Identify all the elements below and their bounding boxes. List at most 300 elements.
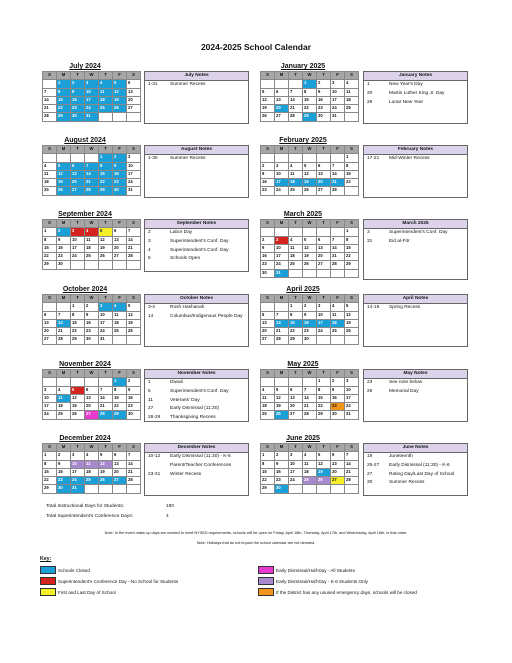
weekday-header: F (331, 370, 345, 378)
weekday-header: S (43, 72, 57, 80)
day-cell: 18 (57, 403, 71, 411)
day-cell: 10 (331, 88, 345, 96)
legend-swatch (40, 577, 56, 585)
day-cell (71, 378, 85, 386)
legend-label: If the District has any unused emergency days, schools will be closed (276, 589, 417, 595)
day-cell: 27 (113, 253, 127, 261)
day-cell: 14 (289, 96, 303, 104)
day-cell (345, 113, 359, 121)
day-cell: 10 (43, 394, 57, 402)
month-title-may-2025: May 2025 (287, 361, 319, 368)
day-cell: 9 (85, 311, 99, 319)
day-cell: 14 (303, 394, 317, 402)
day-cell: 22 (317, 403, 331, 411)
day-cell: 26 (57, 187, 71, 195)
day-cell: 29 (317, 411, 331, 419)
day-cell: 4 (303, 452, 317, 460)
day-cell: 24 (85, 105, 99, 113)
day-cell (331, 269, 345, 277)
weekday-header: F (113, 370, 127, 378)
weekday-header: W (303, 220, 317, 228)
legend-swatch (258, 577, 274, 585)
notes-header: October Notes (145, 295, 248, 304)
day-cell: 1 (71, 303, 85, 311)
day-cell: 9 (261, 244, 275, 252)
day-cell: 22 (289, 328, 303, 336)
notes-header: August Notes (145, 146, 248, 155)
day-cell: 27 (85, 411, 99, 419)
weekday-header: S (43, 146, 57, 154)
day-cell: 21 (127, 244, 141, 252)
day-cell: 29 (345, 261, 359, 269)
note-item: 10-12 Early Dismissal (11:30) - K-6 (148, 454, 231, 459)
note-item: 1-30 Summer Recess (148, 156, 206, 161)
day-cell: 4 (85, 452, 99, 460)
day-cell (331, 336, 345, 344)
day-cell: 12 (99, 236, 113, 244)
day-cell: 6 (71, 162, 85, 170)
day-cell: 6 (289, 386, 303, 394)
legend-label: First and Last Day of School (58, 589, 116, 595)
weekday-header: W (85, 72, 99, 80)
day-cell: 8 (43, 460, 57, 468)
day-cell (261, 228, 275, 236)
day-cell: 15 (345, 170, 359, 178)
weekday-header: F (331, 72, 345, 80)
calendar-april-2025 (260, 294, 359, 345)
weekday-header: S (345, 72, 359, 80)
day-cell: 4 (43, 162, 57, 170)
day-cell: 3 (99, 303, 113, 311)
day-cell: 17 (275, 253, 289, 261)
day-cell: 29 (43, 485, 57, 493)
day-cell: 2 (113, 154, 127, 162)
day-cell: 5 (345, 303, 359, 311)
weekday-header: W (303, 444, 317, 452)
day-cell: 19 (303, 253, 317, 261)
day-cell: 29 (289, 336, 303, 344)
day-cell: 12 (303, 244, 317, 252)
day-cell: 11 (289, 244, 303, 252)
day-cell: 30 (57, 261, 71, 269)
day-cell: 28 (331, 261, 345, 269)
day-cell: 19 (261, 105, 275, 113)
day-cell: 6 (43, 311, 57, 319)
day-cell: 14 (127, 236, 141, 244)
day-cell: 23 (331, 403, 345, 411)
day-cell (303, 269, 317, 277)
day-cell: 1 (345, 228, 359, 236)
day-cell: 23 (303, 328, 317, 336)
weekday-header: W (85, 295, 99, 303)
note-item: 25-27 Early Dismissal (11:30) - K-6 (367, 462, 450, 468)
day-cell: 8 (303, 88, 317, 96)
day-cell: 5 (71, 386, 85, 394)
day-cell: 28 (57, 336, 71, 344)
weekday-header: W (85, 146, 99, 154)
day-cell: 6 (261, 311, 275, 319)
weekday-header: S (345, 220, 359, 228)
day-cell (261, 303, 275, 311)
day-cell: 2 (303, 303, 317, 311)
weekday-header: T (289, 220, 303, 228)
day-cell: 23 (261, 187, 275, 195)
day-cell: 26 (261, 113, 275, 121)
day-cell: 27 (275, 113, 289, 121)
day-cell: 3 (85, 80, 99, 88)
day-cell: 28 (127, 477, 141, 485)
day-cell (43, 154, 57, 162)
weekday-header: S (261, 146, 275, 154)
day-cell: 22 (345, 253, 359, 261)
day-cell: 9 (317, 88, 331, 96)
weekday-header: W (303, 72, 317, 80)
day-cell: 15 (113, 394, 127, 402)
weekday-header: T (99, 146, 113, 154)
day-cell: 13 (331, 460, 345, 468)
day-cell: 4 (85, 228, 99, 236)
day-cell: 30 (275, 485, 289, 493)
note-item: 14 Columbus/Indigenous People Day (148, 313, 243, 319)
note-item: 29 Lunar New Year (367, 99, 424, 105)
day-cell (113, 485, 127, 493)
day-cell: 2 (317, 80, 331, 88)
day-cell: 2 (261, 236, 275, 244)
day-cell: 6 (127, 80, 141, 88)
weekday-header: S (43, 220, 57, 228)
day-cell: 24 (71, 477, 85, 485)
day-cell: 14 (345, 460, 359, 468)
day-cell: 26 (127, 328, 141, 336)
day-cell: 13 (113, 236, 127, 244)
day-cell: 7 (43, 88, 57, 96)
day-cell: 10 (85, 88, 99, 96)
day-cell: 19 (275, 403, 289, 411)
day-cell: 21 (127, 468, 141, 476)
weekday-header: W (85, 444, 99, 452)
day-cell: 25 (99, 105, 113, 113)
day-cell: 8 (99, 162, 113, 170)
day-cell: 9 (261, 170, 275, 178)
day-cell: 26 (317, 477, 331, 485)
day-cell: 7 (331, 236, 345, 244)
day-cell: 15 (57, 96, 71, 104)
day-cell: 15 (99, 170, 113, 178)
day-cell: 13 (113, 460, 127, 468)
day-cell: 14 (57, 319, 71, 327)
day-cell (99, 113, 113, 121)
day-cell: 29 (43, 261, 57, 269)
weekday-header: T (71, 444, 85, 452)
day-cell (345, 269, 359, 277)
day-cell: 5 (303, 236, 317, 244)
day-cell: 5 (57, 162, 71, 170)
day-cell: 3 (289, 452, 303, 460)
day-cell: 10 (289, 460, 303, 468)
day-cell: 15 (317, 394, 331, 402)
day-cell: 22 (71, 328, 85, 336)
weekday-header: S (127, 72, 141, 80)
day-cell: 26 (99, 253, 113, 261)
day-cell: 18 (345, 96, 359, 104)
notes-december-2024 (144, 443, 249, 496)
weekday-header: F (113, 295, 127, 303)
calendar-december-2024 (42, 443, 141, 494)
note-item: 28-29 Thanksgiving Recess (148, 415, 216, 421)
weekday-header: T (317, 444, 331, 452)
day-cell: 16 (317, 96, 331, 104)
day-cell (289, 269, 303, 277)
weekday-header: S (345, 444, 359, 452)
day-cell: 31 (99, 336, 113, 344)
day-cell: 17 (289, 468, 303, 476)
day-cell: 17 (275, 179, 289, 187)
day-cell (331, 228, 345, 236)
day-cell: 22 (57, 105, 71, 113)
weekday-header: T (317, 72, 331, 80)
day-cell: 21 (331, 253, 345, 261)
day-cell: 9 (57, 236, 71, 244)
notes-may-2025 (363, 369, 468, 422)
day-cell: 24 (43, 411, 57, 419)
month-title-november-2024: November 2024 (59, 361, 111, 368)
day-cell: 16 (303, 319, 317, 327)
day-cell: 31 (127, 187, 141, 195)
day-cell: 21 (331, 179, 345, 187)
weekday-header: S (127, 444, 141, 452)
weekday-header: S (127, 220, 141, 228)
day-cell: 5 (275, 386, 289, 394)
weekday-header: T (71, 220, 85, 228)
weekday-header: W (303, 295, 317, 303)
day-cell: 27 (113, 477, 127, 485)
day-cell: 29 (303, 113, 317, 121)
day-cell (317, 485, 331, 493)
day-cell (127, 485, 141, 493)
weekday-header: S (261, 370, 275, 378)
day-cell: 26 (303, 261, 317, 269)
day-cell: 28 (331, 187, 345, 195)
day-cell: 21 (85, 179, 99, 187)
day-cell: 14 (127, 460, 141, 468)
day-cell: 18 (113, 319, 127, 327)
legend-label: Early Dismissal/Half-Day - All Students (276, 567, 355, 573)
day-cell: 19 (345, 319, 359, 327)
weekday-header: S (261, 295, 275, 303)
legend-item-red (40, 577, 178, 585)
day-cell (57, 378, 71, 386)
weekday-header: S (261, 72, 275, 80)
weekday-header: S (43, 295, 57, 303)
day-cell: 3 (43, 386, 57, 394)
day-cell (345, 336, 359, 344)
day-cell: 23 (261, 261, 275, 269)
day-cell: 30 (57, 485, 71, 493)
day-cell: 27 (317, 187, 331, 195)
day-cell (261, 80, 275, 88)
day-cell: 17 (85, 96, 99, 104)
note-item: Parent/Teacher Conferences (170, 462, 232, 468)
day-cell: 13 (261, 319, 275, 327)
day-cell: 30 (127, 411, 141, 419)
day-cell: 23 (71, 105, 85, 113)
day-cell (303, 485, 317, 493)
month-title-august-2024: August 2024 (64, 137, 106, 144)
day-cell: 19 (303, 179, 317, 187)
day-cell: 21 (275, 328, 289, 336)
day-cell: 19 (317, 468, 331, 476)
day-cell (85, 154, 99, 162)
day-cell: 25 (85, 477, 99, 485)
weekday-header: M (275, 444, 289, 452)
day-cell: 17 (331, 96, 345, 104)
day-cell: 9 (331, 386, 345, 394)
day-cell: 9 (113, 162, 127, 170)
weekday-header: M (275, 72, 289, 80)
day-cell: 21 (43, 105, 57, 113)
day-cell: 11 (289, 170, 303, 178)
day-cell: 3 (317, 303, 331, 311)
note-item: 2 Labor Day (148, 230, 193, 235)
day-cell: 3 (331, 80, 345, 88)
day-cell: 12 (261, 96, 275, 104)
day-cell: 14 (43, 96, 57, 104)
calendar-september-2024 (42, 219, 141, 270)
day-cell: 27 (43, 336, 57, 344)
day-cell: 26 (275, 411, 289, 419)
day-cell: 27 (71, 187, 85, 195)
day-cell: 17 (345, 394, 359, 402)
day-cell: 6 (331, 452, 345, 460)
notes-header: May Notes (364, 370, 467, 379)
day-cell: 8 (345, 236, 359, 244)
day-cell (43, 378, 57, 386)
legend-label: Early Dismissal/Half-Day - K-6 Students Only (276, 578, 368, 584)
day-cell (275, 303, 289, 311)
weekday-header: S (345, 370, 359, 378)
weekday-header: S (261, 220, 275, 228)
day-cell (317, 228, 331, 236)
day-cell: 22 (43, 253, 57, 261)
weekday-header: T (317, 370, 331, 378)
day-cell (289, 378, 303, 386)
day-cell: 23 (127, 403, 141, 411)
day-cell: 3 (275, 236, 289, 244)
weekday-header: S (261, 444, 275, 452)
day-cell: 26 (345, 328, 359, 336)
weekday-header: S (345, 295, 359, 303)
weekday-header: M (275, 295, 289, 303)
calendar-june-2025 (260, 443, 359, 494)
day-cell: 13 (127, 88, 141, 96)
month-title-january-2025: January 2025 (280, 63, 326, 70)
weekday-header: F (113, 72, 127, 80)
day-cell: 13 (317, 244, 331, 252)
day-cell: 20 (261, 328, 275, 336)
day-cell (345, 485, 359, 493)
day-cell: 2 (85, 303, 99, 311)
day-cell: 28 (99, 411, 113, 419)
day-cell: 16 (127, 394, 141, 402)
day-cell: 11 (43, 170, 57, 178)
day-cell (71, 261, 85, 269)
day-cell: 24 (275, 187, 289, 195)
day-cell: 29 (261, 485, 275, 493)
calendar-may-2025 (260, 369, 359, 420)
day-cell: 2 (275, 452, 289, 460)
day-cell (99, 261, 113, 269)
day-cell: 13 (71, 170, 85, 178)
day-cell: 12 (317, 460, 331, 468)
day-cell: 8 (289, 311, 303, 319)
weekday-header: F (113, 220, 127, 228)
day-cell: 17 (99, 319, 113, 327)
day-cell (71, 154, 85, 162)
day-cell: 12 (57, 170, 71, 178)
day-cell: 19 (127, 319, 141, 327)
notes-header: January Notes (364, 72, 467, 81)
day-cell: 13 (275, 96, 289, 104)
day-cell: 1 (43, 228, 57, 236)
day-cell (289, 80, 303, 88)
day-cell: 27 (261, 336, 275, 344)
day-cell: 18 (85, 468, 99, 476)
holidays-note: Note: Holidays that do not impact the school calendar are not denoted. (196, 541, 316, 545)
day-cell: 12 (99, 460, 113, 468)
day-cell: 30 (71, 113, 85, 121)
weekday-header: S (345, 146, 359, 154)
day-cell: 23 (57, 477, 71, 485)
day-cell: 12 (71, 394, 85, 402)
day-cell: 15 (71, 319, 85, 327)
day-cell: 15 (43, 244, 57, 252)
day-cell (57, 154, 71, 162)
note-item: 3 Superintendent's Conf. Day (367, 230, 448, 235)
note-item: 14-18 Spring Recess (367, 305, 421, 310)
total-instructional-days: Total Instructional Days for Students: 180 (46, 504, 175, 509)
day-cell: 1 (99, 154, 113, 162)
weekday-header: M (57, 146, 71, 154)
day-cell: 6 (113, 228, 127, 236)
day-cell: 11 (345, 88, 359, 96)
day-cell (317, 154, 331, 162)
day-cell: 8 (71, 311, 85, 319)
day-cell (345, 187, 359, 195)
day-cell: 30 (317, 113, 331, 121)
notes-september-2024 (144, 219, 249, 272)
day-cell: 24 (317, 328, 331, 336)
day-cell: 8 (43, 236, 57, 244)
day-cell: 1 (113, 378, 127, 386)
note-item: 3-4 Rosh Hashanah (148, 305, 205, 310)
day-cell: 17 (317, 319, 331, 327)
weekday-header: M (57, 72, 71, 80)
day-cell (275, 154, 289, 162)
calendar-march-2025 (260, 219, 359, 278)
day-cell: 28 (43, 113, 57, 121)
weekday-header: T (71, 146, 85, 154)
notes-march-2025 (363, 219, 468, 280)
day-cell: 15 (289, 319, 303, 327)
weekday-header: T (71, 72, 85, 80)
day-cell: 9 (303, 311, 317, 319)
weekday-header: T (317, 146, 331, 154)
note-item: 1-31 Summer Recess (148, 82, 206, 87)
day-cell: 21 (99, 403, 113, 411)
day-cell (303, 154, 317, 162)
day-cell: 31 (275, 269, 289, 277)
day-cell: 27 (127, 105, 141, 113)
